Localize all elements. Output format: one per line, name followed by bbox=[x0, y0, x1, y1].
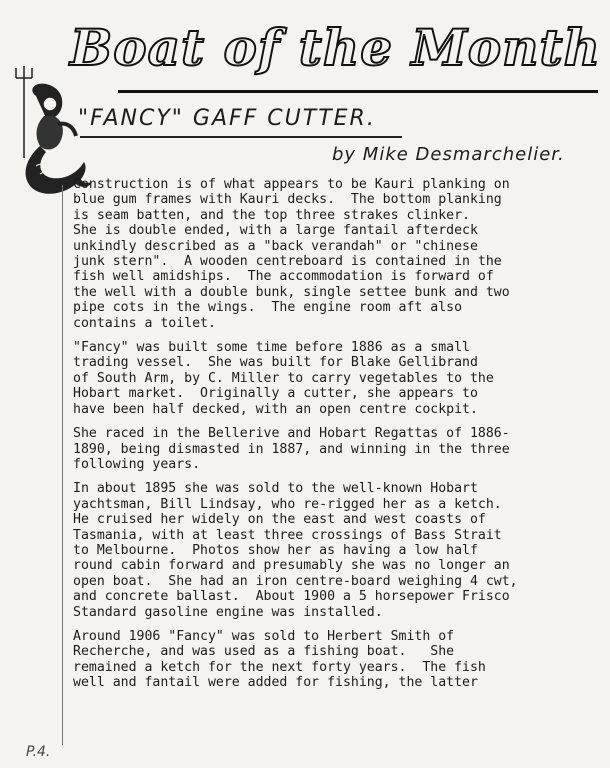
paragraph-history: "Fancy" was built some time before 1886 as a small trading vessel. She was built for Blake Gellibrand of South Arm, by C. Miller to carry vegetables to the Hobart market. Originally a cutter, she appears to have been half decked, with an open centre cockpit. bbox=[73, 340, 494, 417]
paragraph-smith: Around 1906 "Fancy" was sold to Herbert Smith of Recherche, and was used as a fishing boat. She remained a ketch for the next forty years. The fish well and fantail were added for fishing, the latter bbox=[73, 628, 486, 691]
page-number: P.4. bbox=[26, 744, 51, 760]
paragraph-lindsay: In about 1895 she was sold to the well-known Hobart yachtsman, Bill Lindsay, who re-rigged her as a ketch. He cruised her widely on the east and west coasts of Tasmania, with at least three crossings of Bass Strait to Melbourne. Photos show her as having a low half round cabin forward and presumably she was no longer an open boat. She had an iron centre-board weighing 4 cwt, and concrete ballast. About 1900 a 5 horsepower Frisco Standard gasoline engine was installed. bbox=[73, 481, 518, 620]
paragraph-regattas: She raced in the Bellerive and Hobart Regattas of 1886- 1890, being dismasted in 1887, and winning in the three following years. bbox=[73, 426, 510, 472]
byline: by Mike Desmarchelier. bbox=[332, 144, 565, 165]
page-title: Boat of the Month bbox=[70, 18, 601, 77]
article-body bbox=[73, 177, 583, 700]
paragraph-construction: Construction is of what appears to be Kauri planking on blue gum frames with Kauri decks. The bottom planking is seam batten, and the top three strakes clinker. She is double ended, with a large fantail afterdeck unkindly described as a "back verandah" or "chinese junk stern". A wooden centreboard is contained in the fish well amidships. The accommodation is forward of the well with a double bunk, single settee bunk and two pipe cots in the wings. The engine room aft also contains a toilet. bbox=[73, 177, 510, 331]
margin-rule bbox=[62, 185, 63, 745]
subtitle-underline bbox=[80, 136, 402, 138]
title-rule bbox=[118, 90, 598, 93]
article-subtitle: "FANCY" GAFF CUTTER. bbox=[78, 106, 376, 131]
